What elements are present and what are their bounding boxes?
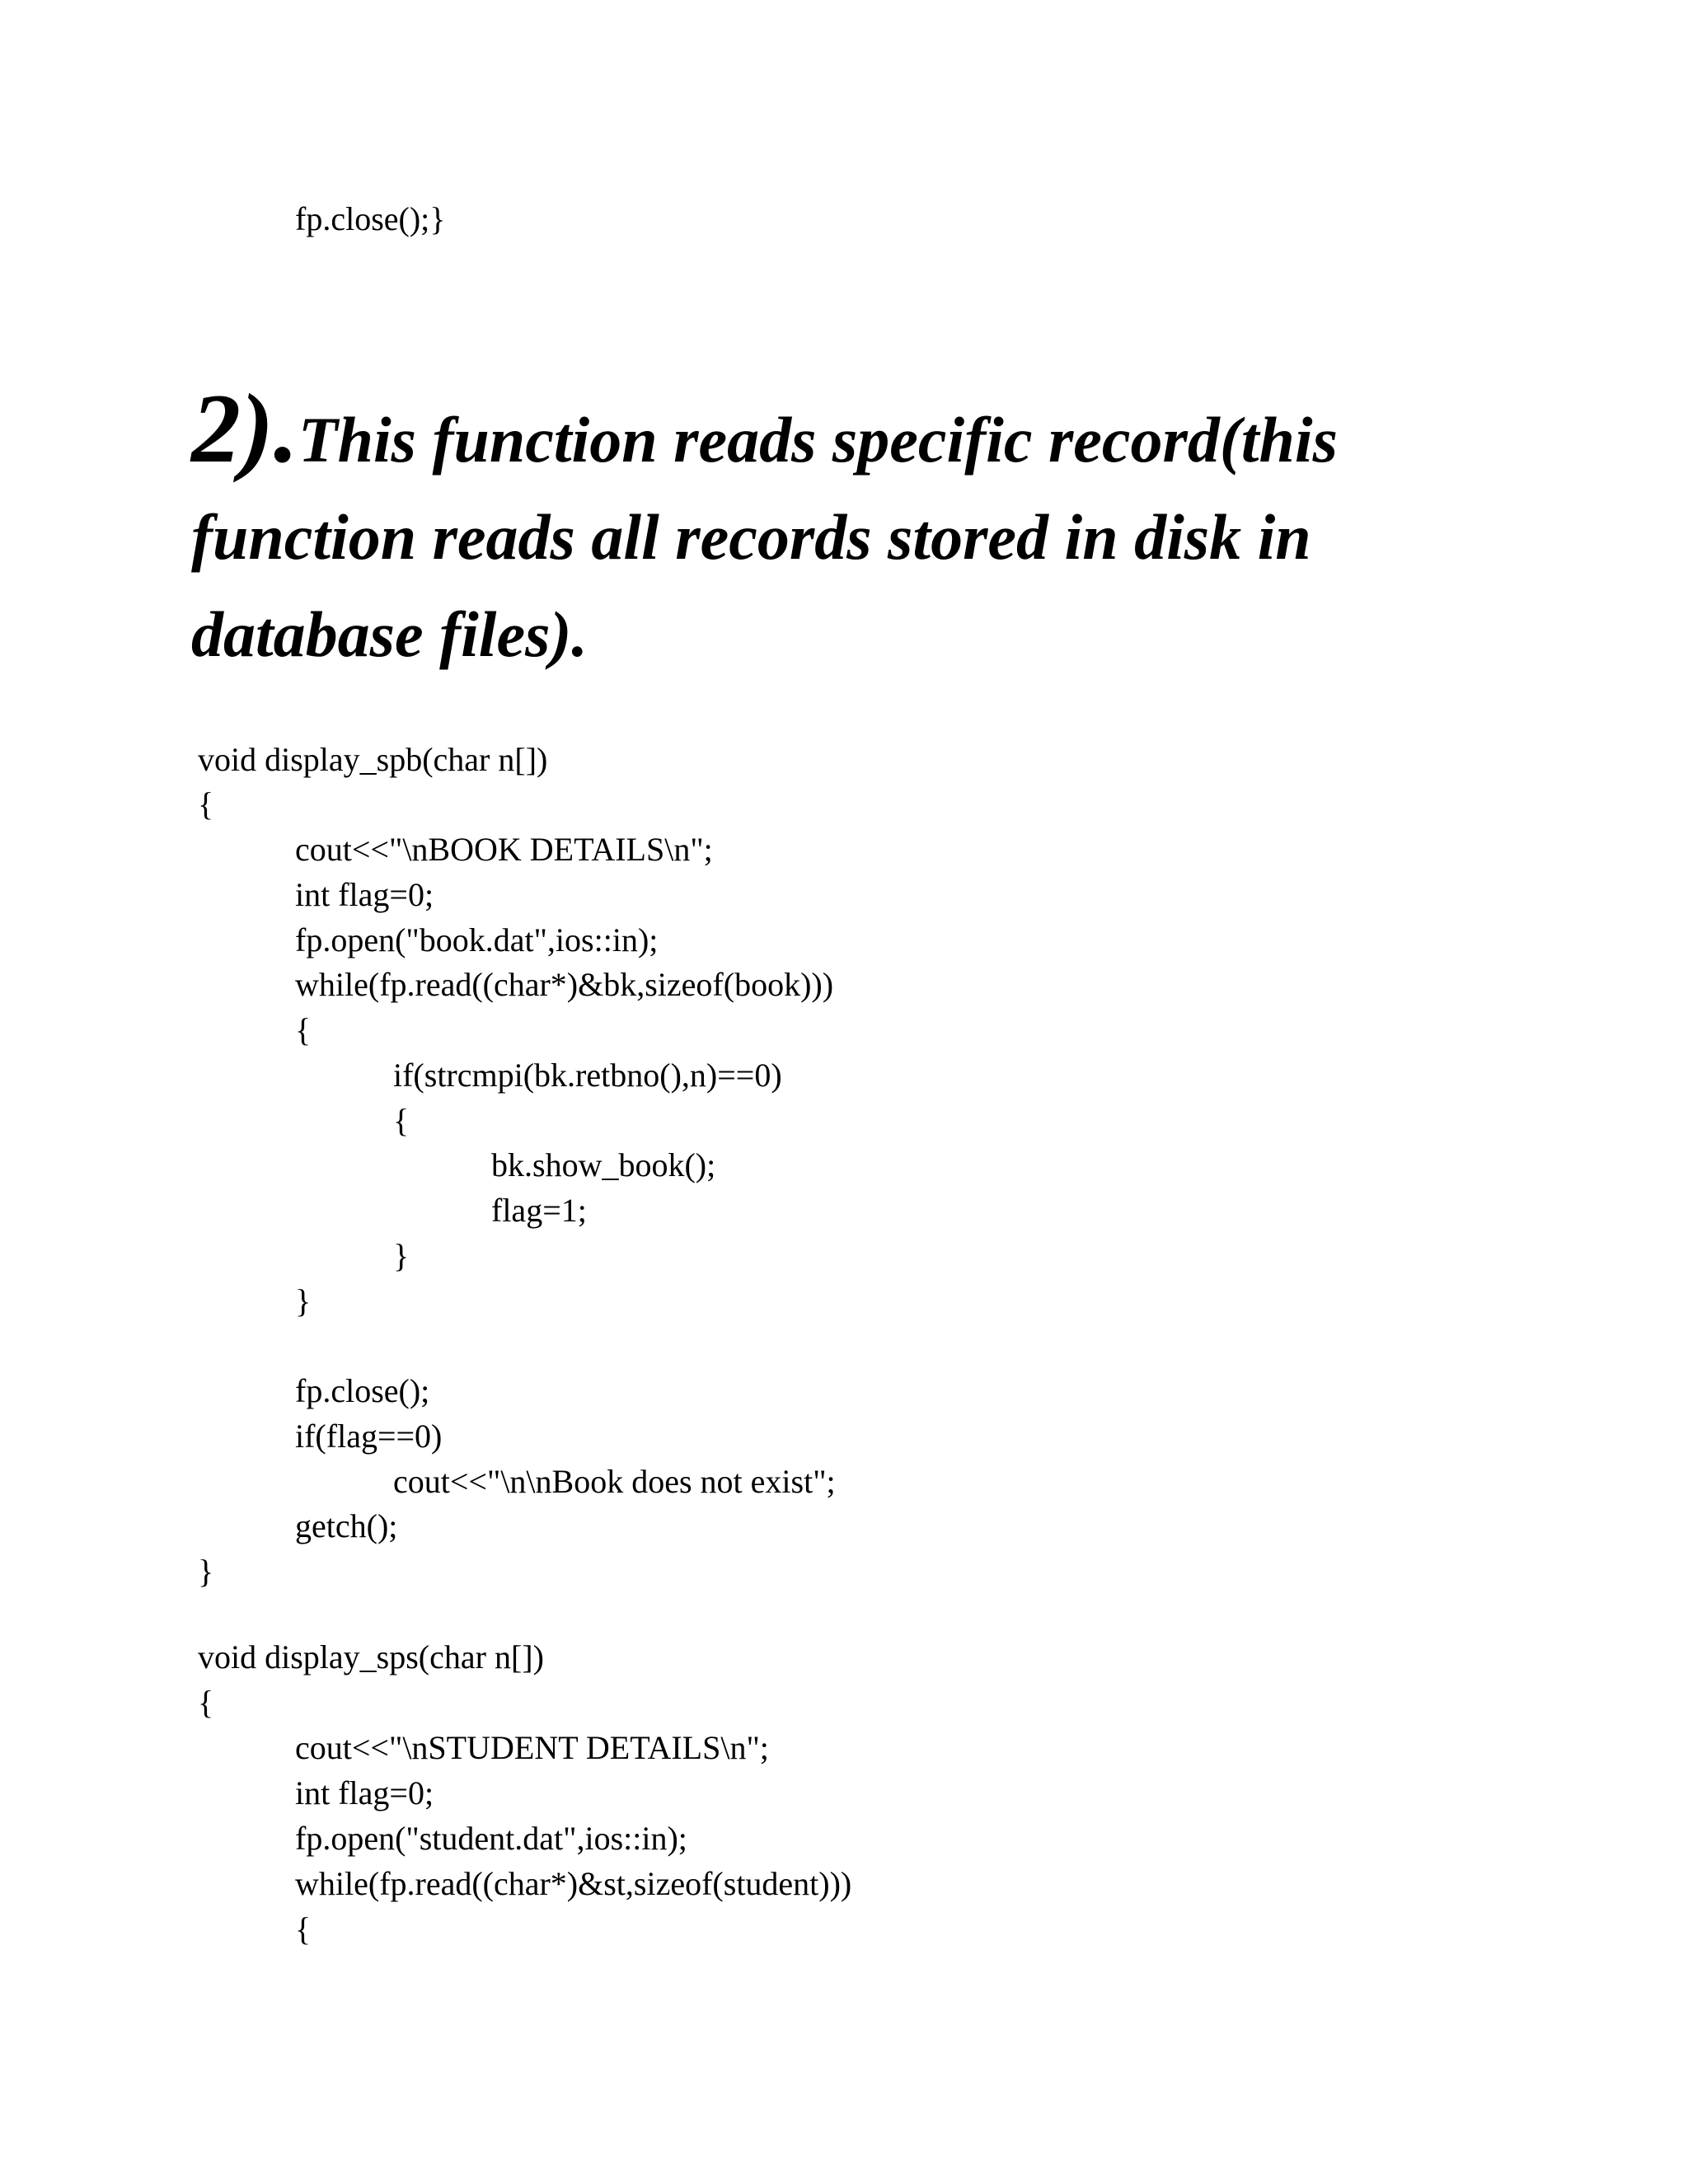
code-line: cout<<"\nBOOK DETAILS\n"; xyxy=(295,831,713,868)
code-line: while(fp.read((char*)&bk,sizeof(book))) xyxy=(295,966,834,1003)
code-line-top: fp.close();} xyxy=(295,200,446,237)
section-heading-text: This function reads specific record(this function reads all records stored in disk in database files). xyxy=(191,404,1338,670)
code-line: { xyxy=(393,1102,410,1139)
code-line: if(strcmpi(bk.retbno(),n)==0) xyxy=(393,1057,782,1094)
code-line: getch(); xyxy=(295,1507,398,1544)
code-line: while(fp.read((char*)&st,sizeof(student))) xyxy=(295,1865,852,1902)
code-line: fp.close(); xyxy=(295,1372,430,1409)
code-line: { xyxy=(295,1011,312,1048)
code-line: flag=1; xyxy=(491,1192,587,1229)
code-line: int flag=0; xyxy=(295,1774,434,1811)
code-line: int flag=0; xyxy=(295,876,434,913)
code-line: cout<<"\n\nBook does not exist"; xyxy=(393,1463,836,1500)
code-line: void display_spb(char n[]) xyxy=(198,741,548,778)
code-line: { xyxy=(295,1910,312,1947)
code-line: if(flag==0) xyxy=(295,1418,443,1455)
code-line: fp.open("student.dat",ios::in); xyxy=(295,1820,687,1857)
code-line: bk.show_book(); xyxy=(491,1146,716,1183)
code-line: fp.open("book.dat",ios::in); xyxy=(295,921,659,958)
code-line: } xyxy=(198,1553,214,1590)
code-line: } xyxy=(295,1282,312,1319)
code-line: void display_sps(char n[]) xyxy=(198,1638,544,1675)
code-line: { xyxy=(198,785,214,823)
code-line: { xyxy=(198,1684,214,1721)
code-line: cout<<"\nSTUDENT DETAILS\n"; xyxy=(295,1729,769,1766)
code-line: } xyxy=(393,1237,410,1274)
section-heading xyxy=(191,373,1543,683)
section-number: 2). xyxy=(191,373,298,483)
